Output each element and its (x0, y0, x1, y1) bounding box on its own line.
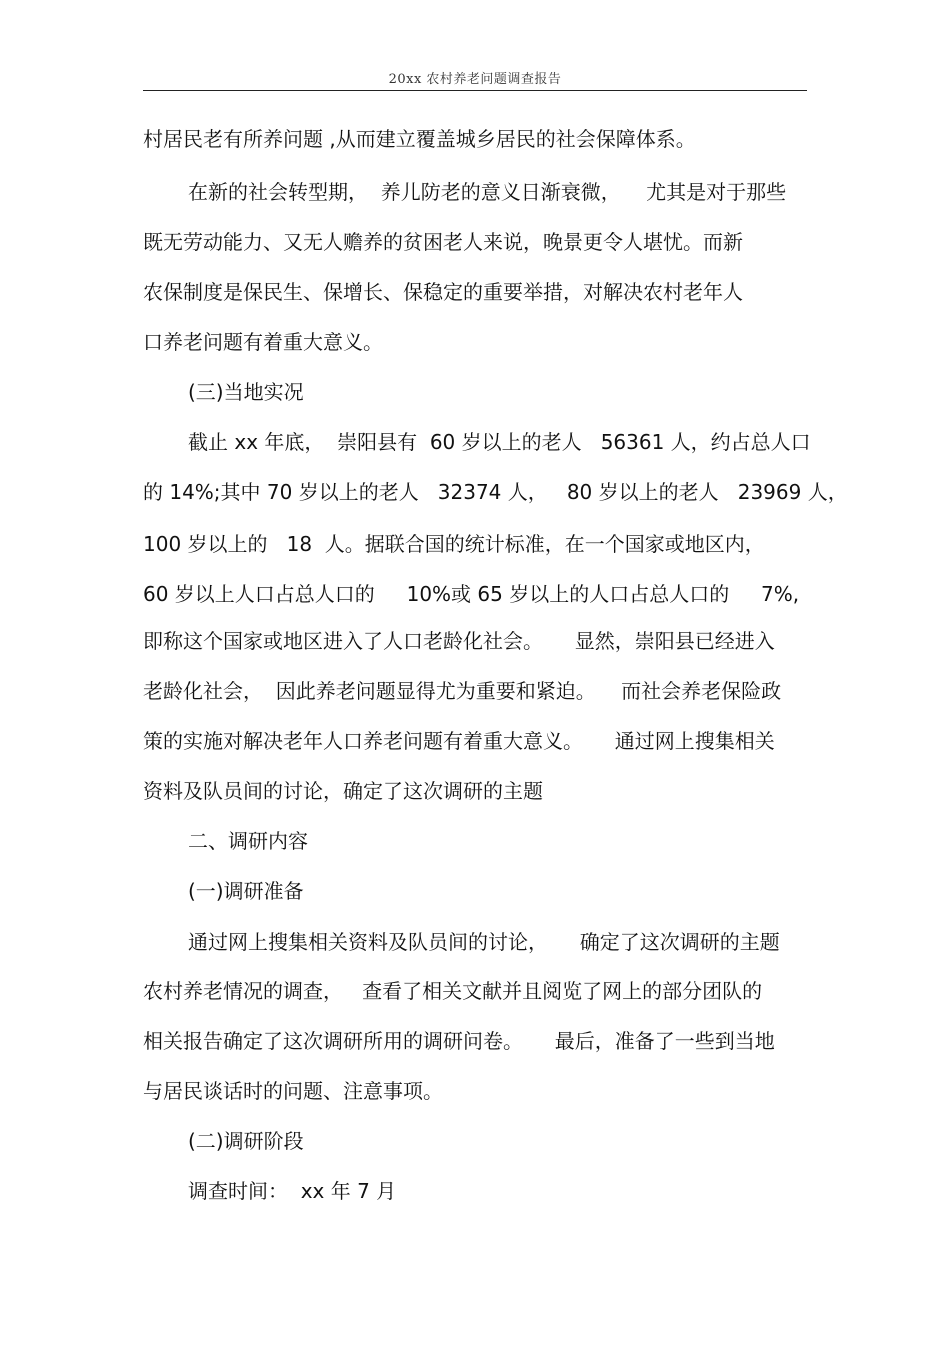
body-line: 调查时间： xx 年 7 月 (188, 1179, 397, 1203)
page-header-title: 20xx 农村养老问题调查报告 (388, 72, 562, 87)
body-line: 100 岁以上的 18 人。据联合国的统计标准，在一个国家或地区内， (143, 532, 765, 556)
body-line: 的 14%;其中 70 岁以上的老人 32374 人， 80 岁以上的老人 23969 人， (143, 480, 848, 504)
body-line: 村居民老有所养问题 ,从而建立覆盖城乡居民的社会保障体系。 (143, 127, 696, 151)
body-line: 农保制度是保民生、保增长、保稳定的重要举措，对解决农村老年人 (143, 280, 743, 304)
header-divider (143, 90, 807, 91)
body-line: 既无劳动能力、又无人赡养的贫困老人来说，晚景更令人堪忧。而新 (143, 230, 743, 254)
section-heading: (二)调研阶段 (188, 1129, 304, 1153)
body-line: 老龄化社会， 因此养老问题显得尤为重要和紧迫。 而社会养老保险政 (143, 679, 782, 703)
body-line: 即称这个国家或地区进入了人口老龄化社会。 显然，崇阳县已经进入 (143, 629, 775, 653)
body-line: 相关报告确定了这次调研所用的调研问卷。 最后，准备了一些到当地 (143, 1029, 775, 1053)
body-line: 60 岁以上人口占总人口的 10%或 65 岁以上的人口占总人口的 7%, (143, 582, 800, 606)
body-line: 截止 xx 年底， 崇阳县有 60 岁以上的老人 56361 人，约占总人口 (188, 430, 811, 454)
body-line: 通过网上搜集相关资料及队员间的讨论， 确定了这次调研的主题 (188, 930, 780, 954)
body-line: 与居民谈话时的问题、注意事项。 (143, 1079, 443, 1103)
section-heading: (一)调研准备 (188, 879, 304, 903)
body-line: 口养老问题有着重大意义。 (143, 330, 383, 354)
body-line: 农村养老情况的调查， 查看了相关文献并且阅览了网上的部分团队的 (143, 979, 763, 1003)
section-heading: 二、调研内容 (188, 829, 308, 853)
body-line: 在新的社会转型期， 养儿防老的意义日渐衰微， 尤其是对于那些 (188, 180, 787, 204)
section-heading: (三)当地实况 (188, 380, 304, 404)
body-line: 策的实施对解决老年人口养老问题有着重大意义。 通过网上搜集相关 (143, 729, 775, 753)
body-line: 资料及队员间的讨论，确定了这次调研的主题 (143, 779, 543, 803)
